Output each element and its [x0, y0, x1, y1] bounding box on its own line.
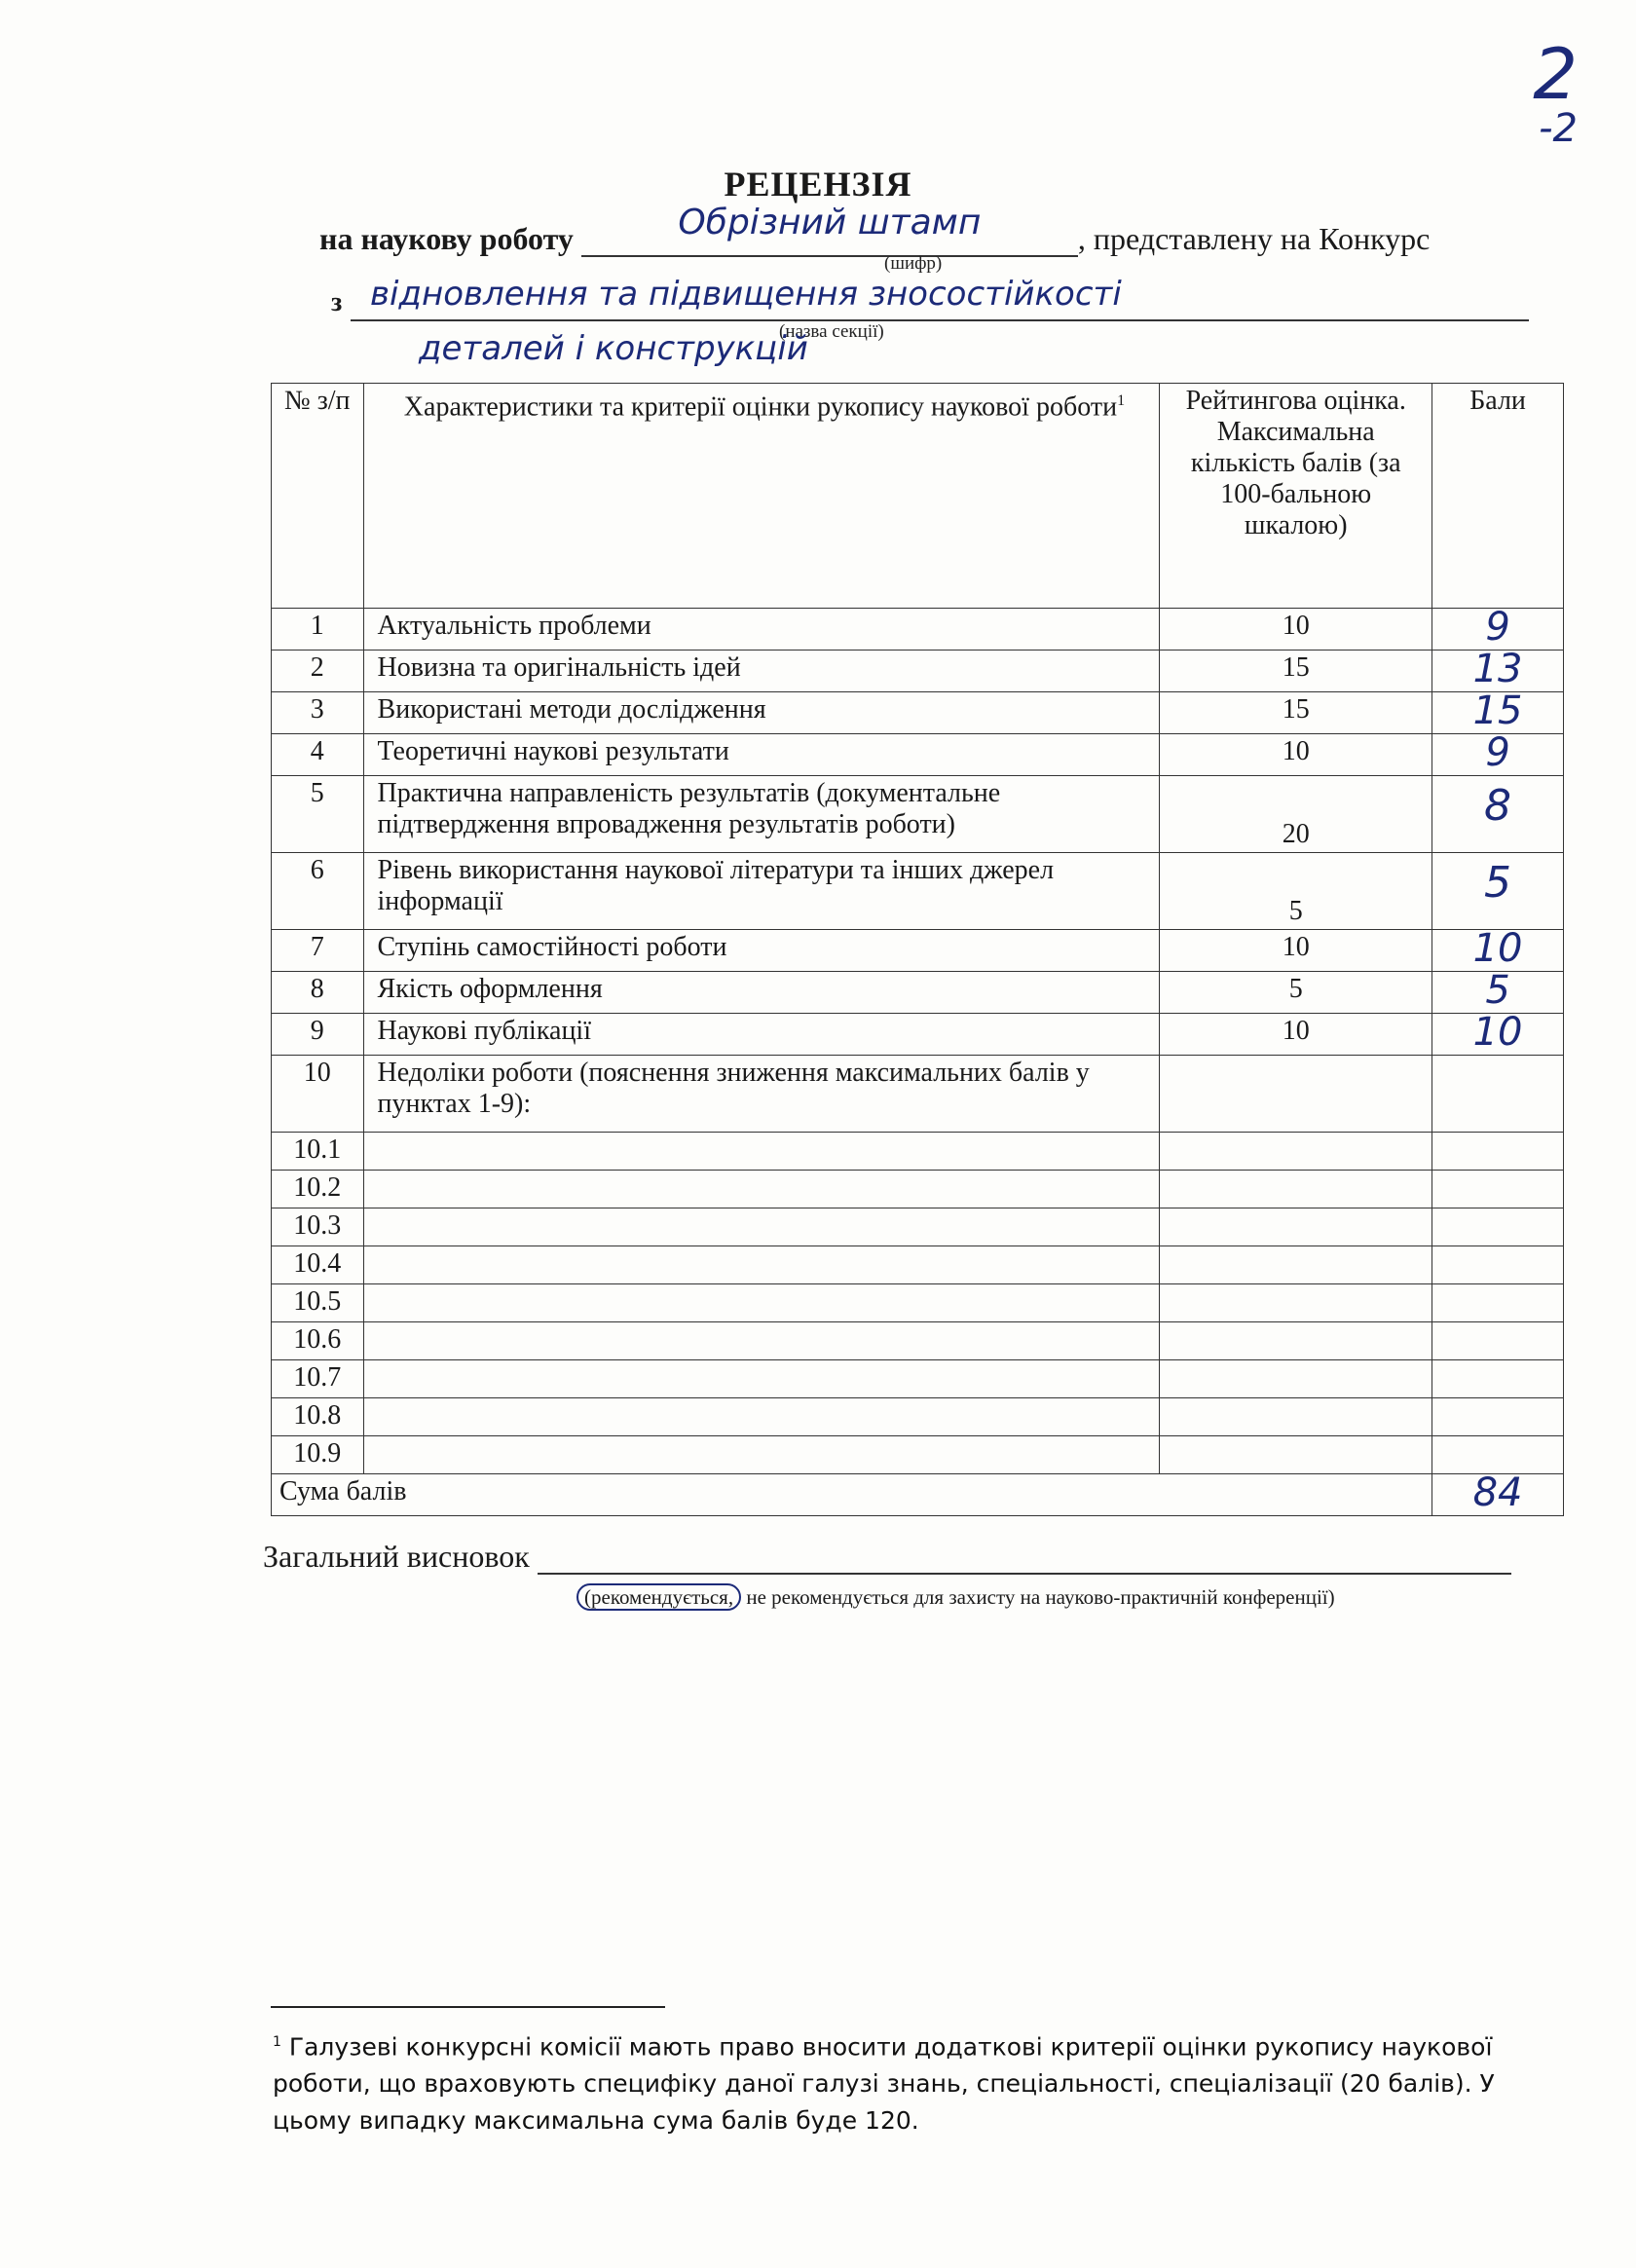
subrow-max-cell — [1160, 1398, 1432, 1436]
header-criteria — [363, 384, 1160, 609]
row-score-cell[interactable] — [1432, 776, 1564, 853]
table-subrow — [272, 1360, 1564, 1398]
intro-prefix: на наукову роботу — [319, 221, 574, 256]
subrow-score-cell[interactable] — [1432, 1360, 1564, 1398]
table-sum-row — [272, 1474, 1564, 1516]
subrow-max-cell — [1160, 1171, 1432, 1208]
row-score-cell[interactable] — [1432, 926, 1564, 972]
subrow-max-cell — [1160, 1246, 1432, 1284]
row-num: 2 — [272, 651, 364, 692]
conclusion-caption-rest: не рекомендується для захисту на науково-практичній конференції) — [741, 1585, 1335, 1609]
row-score: 5 — [1484, 858, 1512, 908]
footnote — [273, 2024, 1568, 2139]
subrow-num: 10.6 — [272, 1322, 364, 1360]
row-score-cell[interactable] — [1432, 853, 1564, 930]
row-criterion: Використані методи дослідження — [363, 692, 1160, 734]
table-row — [272, 734, 1564, 776]
cipher-caption: (шифр) — [884, 253, 943, 274]
subrow-max-cell — [1160, 1133, 1432, 1171]
subrow-text-cell[interactable] — [363, 1208, 1160, 1246]
page-number-main: 2 — [1533, 33, 1578, 115]
row-max: 10 — [1160, 609, 1432, 651]
subrow-text-cell[interactable] — [363, 1246, 1160, 1284]
subrow-num: 10.2 — [272, 1171, 364, 1208]
table-row — [272, 609, 1564, 651]
row-score-cell[interactable] — [1432, 1010, 1564, 1056]
sum-score-cell[interactable] — [1432, 1470, 1564, 1516]
subrow-text-cell[interactable] — [363, 1133, 1160, 1171]
row-max: 20 — [1160, 776, 1432, 853]
subrow-num: 10.3 — [272, 1208, 364, 1246]
row-num: 8 — [272, 972, 364, 1014]
table-subrow — [272, 1133, 1564, 1171]
table-row — [272, 930, 1564, 972]
row-num: 7 — [272, 930, 364, 972]
row-criterion: Недоліки роботи (пояснення зниження максимальних балів у пунктах 1-9): — [363, 1056, 1160, 1133]
subrow-max-cell — [1160, 1436, 1432, 1474]
row-score: 9 — [1485, 605, 1510, 650]
table-subrow — [272, 1171, 1564, 1208]
row-num: 5 — [272, 776, 364, 853]
table-subrow — [272, 1436, 1564, 1474]
row-max: 5 — [1160, 853, 1432, 930]
intro-suffix: , представлену на Конкурс — [1077, 221, 1431, 256]
row-criterion: Ступінь самостійності роботи — [363, 930, 1160, 972]
conclusion-line — [263, 1539, 1511, 1575]
table-subrow — [272, 1208, 1564, 1246]
row-score: 10 — [1472, 1010, 1523, 1055]
subrow-text-cell[interactable] — [363, 1436, 1160, 1474]
subrow-num: 10.1 — [272, 1133, 364, 1171]
row-score-cell[interactable] — [1432, 968, 1564, 1014]
section-caption: (назва секції) — [779, 321, 884, 342]
row-num: 6 — [272, 853, 364, 930]
table-header-row — [272, 384, 1564, 609]
row-max: 15 — [1160, 651, 1432, 692]
subrow-score-cell[interactable] — [1432, 1322, 1564, 1360]
conclusion-field[interactable] — [538, 1540, 1511, 1575]
cipher-field[interactable] — [581, 203, 1078, 257]
row-num: 3 — [272, 692, 364, 734]
footnote-text: Галузеві конкурсні комісії мають право вносити додаткові критерії оцінки рукопису наукової роботи, що враховують специфіку даної галузі знань, спеціальності, спеціалізації (20 балів). У цьому випадку максимальна сума балів буде 120. — [273, 2032, 1495, 2136]
row-max: 10 — [1160, 1014, 1432, 1056]
sum-label: Сума балів — [272, 1474, 1432, 1516]
table-subrow — [272, 1322, 1564, 1360]
row-num: 9 — [272, 1014, 364, 1056]
table-subrow — [272, 1246, 1564, 1284]
row-score: 5 — [1485, 968, 1510, 1013]
row-criterion: Наукові публікації — [363, 1014, 1160, 1056]
table-row — [272, 692, 1564, 734]
subrow-score-cell[interactable] — [1432, 1246, 1564, 1284]
row-score: 13 — [1472, 647, 1523, 691]
table-row-drawbacks — [272, 1056, 1564, 1133]
subrow-score-cell[interactable] — [1432, 1398, 1564, 1436]
subrow-score-cell[interactable] — [1432, 1284, 1564, 1322]
subrow-num: 10.8 — [272, 1398, 364, 1436]
row-max: 5 — [1160, 972, 1432, 1014]
row-max: 10 — [1160, 734, 1432, 776]
row-criterion: Рівень використання наукової літератури та інших джерел інформації — [363, 853, 1160, 930]
subrow-score-cell[interactable] — [1432, 1208, 1564, 1246]
table-row — [272, 776, 1564, 853]
header-num: № з/п — [272, 384, 364, 609]
header-max: Рейтингова оцінка. Максимальна кількість балів (за 100-бальною шкалою) — [1160, 384, 1432, 609]
row-criterion: Практична направленість результатів (документальне підтвердження впровадження результатів роботи) — [363, 776, 1160, 853]
row-num: 1 — [272, 609, 364, 651]
table-row — [272, 853, 1564, 930]
table-row — [272, 651, 1564, 692]
subrow-text-cell[interactable] — [363, 1322, 1160, 1360]
row-criterion: Якість оформлення — [363, 972, 1160, 1014]
row-score-cell[interactable] — [1432, 605, 1564, 651]
conclusion-label: Загальний висновок — [263, 1539, 530, 1574]
table-row — [272, 972, 1564, 1014]
row-score-cell[interactable] — [1432, 688, 1564, 734]
subrow-text-cell[interactable] — [363, 1360, 1160, 1398]
row-num: 4 — [272, 734, 364, 776]
row-criterion: Теоретичні наукові результати — [363, 734, 1160, 776]
subrow-num: 10.7 — [272, 1360, 364, 1398]
section-handwritten-line2: деталей і конструкцій — [419, 329, 808, 368]
page-number-sub: -2 — [1539, 106, 1578, 151]
intro-line — [319, 203, 1431, 257]
conclusion-caption — [576, 1585, 1335, 1610]
subrow-max-cell — [1160, 1360, 1432, 1398]
header-score: Бали — [1432, 384, 1564, 609]
footnote-mark: 1 — [273, 2034, 281, 2050]
row-score: 15 — [1472, 688, 1523, 733]
subrow-max-cell — [1160, 1284, 1432, 1322]
subrow-num: 10.9 — [272, 1436, 364, 1474]
subrow-max-cell — [1160, 1208, 1432, 1246]
document-title: РЕЦЕНЗІЯ — [724, 165, 912, 204]
subrow-score-cell[interactable] — [1432, 1133, 1564, 1171]
table-subrow — [272, 1398, 1564, 1436]
subrow-max-cell — [1160, 1322, 1432, 1360]
row-score-cell[interactable] — [1432, 730, 1564, 776]
page-number-handwritten — [1533, 33, 1578, 151]
header-footnote-mark: 1 — [1117, 392, 1126, 409]
row-max-empty — [1160, 1056, 1432, 1133]
row-max: 15 — [1160, 692, 1432, 734]
table-row — [272, 1014, 1564, 1056]
row-score: 10 — [1472, 926, 1523, 971]
recommended-option-circled[interactable]: (рекомендується, — [576, 1583, 741, 1611]
row-score: 8 — [1484, 781, 1512, 831]
row-score: 9 — [1485, 730, 1510, 775]
cipher-handwritten: Обрізний штамп — [678, 203, 982, 242]
section-handwritten-line1: відновлення та підвищення зносостійкості — [370, 275, 1122, 314]
subrow-num: 10.5 — [272, 1284, 364, 1322]
footnote-divider — [271, 2006, 665, 2008]
header-criteria-text: Характеристики та критерії оцінки рукопису наукової роботи — [403, 391, 1118, 423]
subrow-score-cell[interactable] — [1432, 1171, 1564, 1208]
subrow-score-cell[interactable] — [1432, 1436, 1564, 1474]
sum-score: 84 — [1472, 1470, 1523, 1515]
row-score-cell[interactable] — [1432, 1056, 1564, 1133]
row-score-cell[interactable] — [1432, 647, 1564, 692]
evaluation-table — [271, 383, 1564, 1516]
section-prefix: з — [331, 287, 343, 317]
row-criterion: Новизна та оригінальність ідей — [363, 651, 1160, 692]
row-criterion: Актуальність проблеми — [363, 609, 1160, 651]
subrow-text-cell[interactable] — [363, 1171, 1160, 1208]
subrow-text-cell[interactable] — [363, 1284, 1160, 1322]
row-num: 10 — [272, 1056, 364, 1133]
subrow-num: 10.4 — [272, 1246, 364, 1284]
row-max: 10 — [1160, 930, 1432, 972]
table-subrow — [272, 1284, 1564, 1322]
subrow-text-cell[interactable] — [363, 1398, 1160, 1436]
